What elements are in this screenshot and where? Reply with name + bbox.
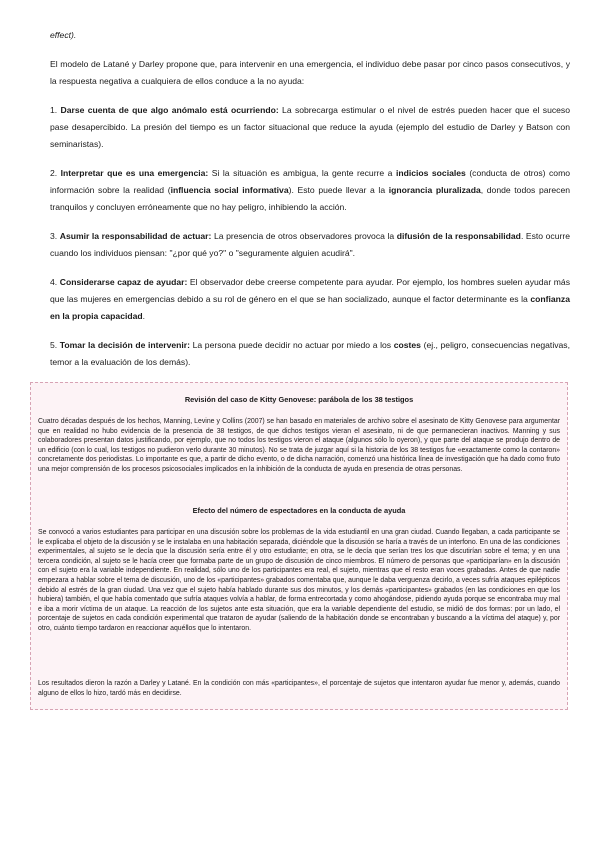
intro-paragraph: El modelo de Latané y Darley propone que, para intervenir en una emergencia, el individuo debe pasar por cinco pasos consecutivos, y la respuesta negativa a cualquiera de ellos conduce a la no ayuda:	[50, 59, 570, 86]
step-1	[50, 102, 570, 153]
step-5-title: Tomar la decisión de intervenir:	[59, 340, 190, 350]
step-5-text-a: La persona puede decidir no actuar por miedo a los	[192, 340, 392, 350]
step-1-title: Darse cuenta de que algo anómalo está ocurriendo:	[60, 105, 279, 115]
step-3	[50, 228, 570, 262]
step-2-bold-b: influencia social informativa	[170, 185, 289, 195]
step-5-text-b: (ej., peligro, consecuencias negativas, temor a la evaluación de los demás).	[50, 340, 570, 367]
step-4-bold-a: confianza en la propia capacidad	[50, 294, 570, 321]
step-5	[50, 337, 570, 371]
step-2-title: Interpretar que es una emergencia:	[60, 168, 209, 178]
step-2-text-c: ). Esto puede llevar a la	[288, 185, 386, 195]
step-4	[50, 274, 570, 325]
step-3-number: 3.	[50, 231, 58, 241]
step-5-number: 5.	[50, 340, 58, 350]
step-2-text-d: , donde todos parecen tranquilos y concluyen erróneamente que no hay peligro, inhibiendo la acción.	[50, 185, 570, 212]
step-2-bold-a: indicios sociales	[395, 168, 466, 178]
box-section-2-text: Se convocó a varios estudiantes para participar en una discusión sobre los problemas de la vida estudiantil en una gran ciudad. Cuando llegaban, a cada participante se le explicaba el objeto de la discusión y se le instalaba en una habitación separada, diciéndole que la discusión se haría a través de un interfono. En una de las condiciones experimentales, al sujeto se le decía que la discusión sería entre él y otro estudiante; en otra, se le decía que serían tres los que discutirían sobre el tema; y en una tercera condición, al sujeto se le hacía creer que formaba parte de un grupo de discusión de cinco miembros. El número de personas que «participarían» en la discusión con el sujeto era la variable independiente. En realidad, sólo uno de los participantes era real, el sujeto, mientras que el resto eran voces grabadas. Antes de que nadie empezara a hablar sobre el tema de discusión, uno de los «participantes» grabados comentaba que, aunque le daba verguenza decirlo, a veces sufría ataques epilépticos debido al estrés de la gran ciudad. Una vez que el sujeto había hablado durante sus dos minutos, y los demás «participantes» grabados (en las condiciones en que los hubiera) también, el que había comentado que sufría ataques volvía a hablar, de forma entrecortada y como ahogándose, pidiendo ayuda porque se encontraba muy mal e iba a morir víctima de un ataque. La reacción de los sujetos ante esta situación, que era la variable dependiente del estudio, se midió de dos formas: por un lado, el porcentaje de sujetos en cada condición experimental que trataron de ayudar (saliendo de la habitación donde se encontraban y buscando a la víctima del ataque) y, por otro, cuánto tiempo tardaron en reaccionar aquéllos que lo intentaron.	[38, 529, 560, 632]
sidebar-box	[30, 382, 568, 710]
step-4-text-a: El observador debe creerse competente para ayudar. Por ejemplo, los hombres suelen ayudar más que las mujeres en emergencias debido a su rol de género en el que se han socializado, aunque el factor determinante es la	[50, 277, 570, 304]
top-fragment: effect).	[50, 30, 77, 40]
step-4-text-b: .	[142, 311, 146, 321]
box-section-2-title: Efecto del número de espectadores en la conducta de ayuda	[192, 506, 406, 515]
step-2	[50, 165, 570, 216]
step-3-text-a: La presencia de otros observadores provoca la	[213, 231, 395, 241]
step-4-title: Considerarse capaz de ayudar:	[59, 277, 188, 287]
step-1-number: 1.	[50, 105, 58, 115]
step-2-text-a: Si la situación es ambigua, la gente recurre a	[211, 168, 393, 178]
step-4-number: 4.	[50, 277, 58, 287]
step-3-text-b: . Esto ocurre cuando los individuos piensan: "¿por qué yo?" o "seguramente alguien acudirá".	[50, 231, 571, 258]
step-2-bold-c: ignorancia pluralizada	[388, 185, 481, 195]
step-2-text-b: (conducta de otros) como información sobre la realidad (	[50, 168, 571, 195]
step-5-bold-a: costes	[393, 340, 421, 350]
box-section-1-text: Cuatro décadas después de los hechos, Manning, Levine y Collins (2007) se han basado en materiales de archivo sobre el asesinato de Kitty Genovese para argumentar que en realidad no hubo evidencia de la presencia de 38 testigos, de que dichos testigos vieran el asesinato, ni de que permanecieran inactivos. Manning y sus colaboradores presentan datos justificando, por ejemplo, que no todos los testigos vieron el ataque (algunos sólo lo oyeron), y que parte del ataque se produjo dentro de un edificio (con lo cual, los testigos no pudieron verlo durante 30 minutos). No se trata de juzgar aquí si la historia de los 38 testigos fue «exactamente como la contaron» concretamente dos periodistas. Lo importante es que, a partir de dicho evento, o de dicha narración, comenzó una histórica línea de investigación que ha dado como fruto una mejor comprensión de los procesos psicosociales implicados en la inhibición de la conducta de ayuda en presencia de otras personas.	[38, 418, 560, 473]
box-section-3-text: Los resultados dieron la razón a Darley y Latané. En la condición con más «participantes», el porcentaje de sujetos que intentaron ayudar fue menor y, además, cuando alguno de ellos lo hizo, tardó más en decidirse.	[38, 680, 560, 697]
step-3-bold-a: difusión de la responsabilidad	[396, 231, 521, 241]
step-3-title: Asumir la responsabilidad de actuar:	[59, 231, 212, 241]
step-1-text: La sobrecarga estimular o el nivel de estrés pueden hacer que el suceso pase desapercibido. La presión del tiempo es un factor situacional que reduce la ayuda (ejemplo del estudio de Darley y Batson con seminaristas).	[50, 105, 571, 149]
box-section-1-title: Revisión del caso de Kitty Genovese: parábola de los 38 testigos	[184, 395, 414, 404]
step-2-number: 2.	[50, 168, 58, 178]
